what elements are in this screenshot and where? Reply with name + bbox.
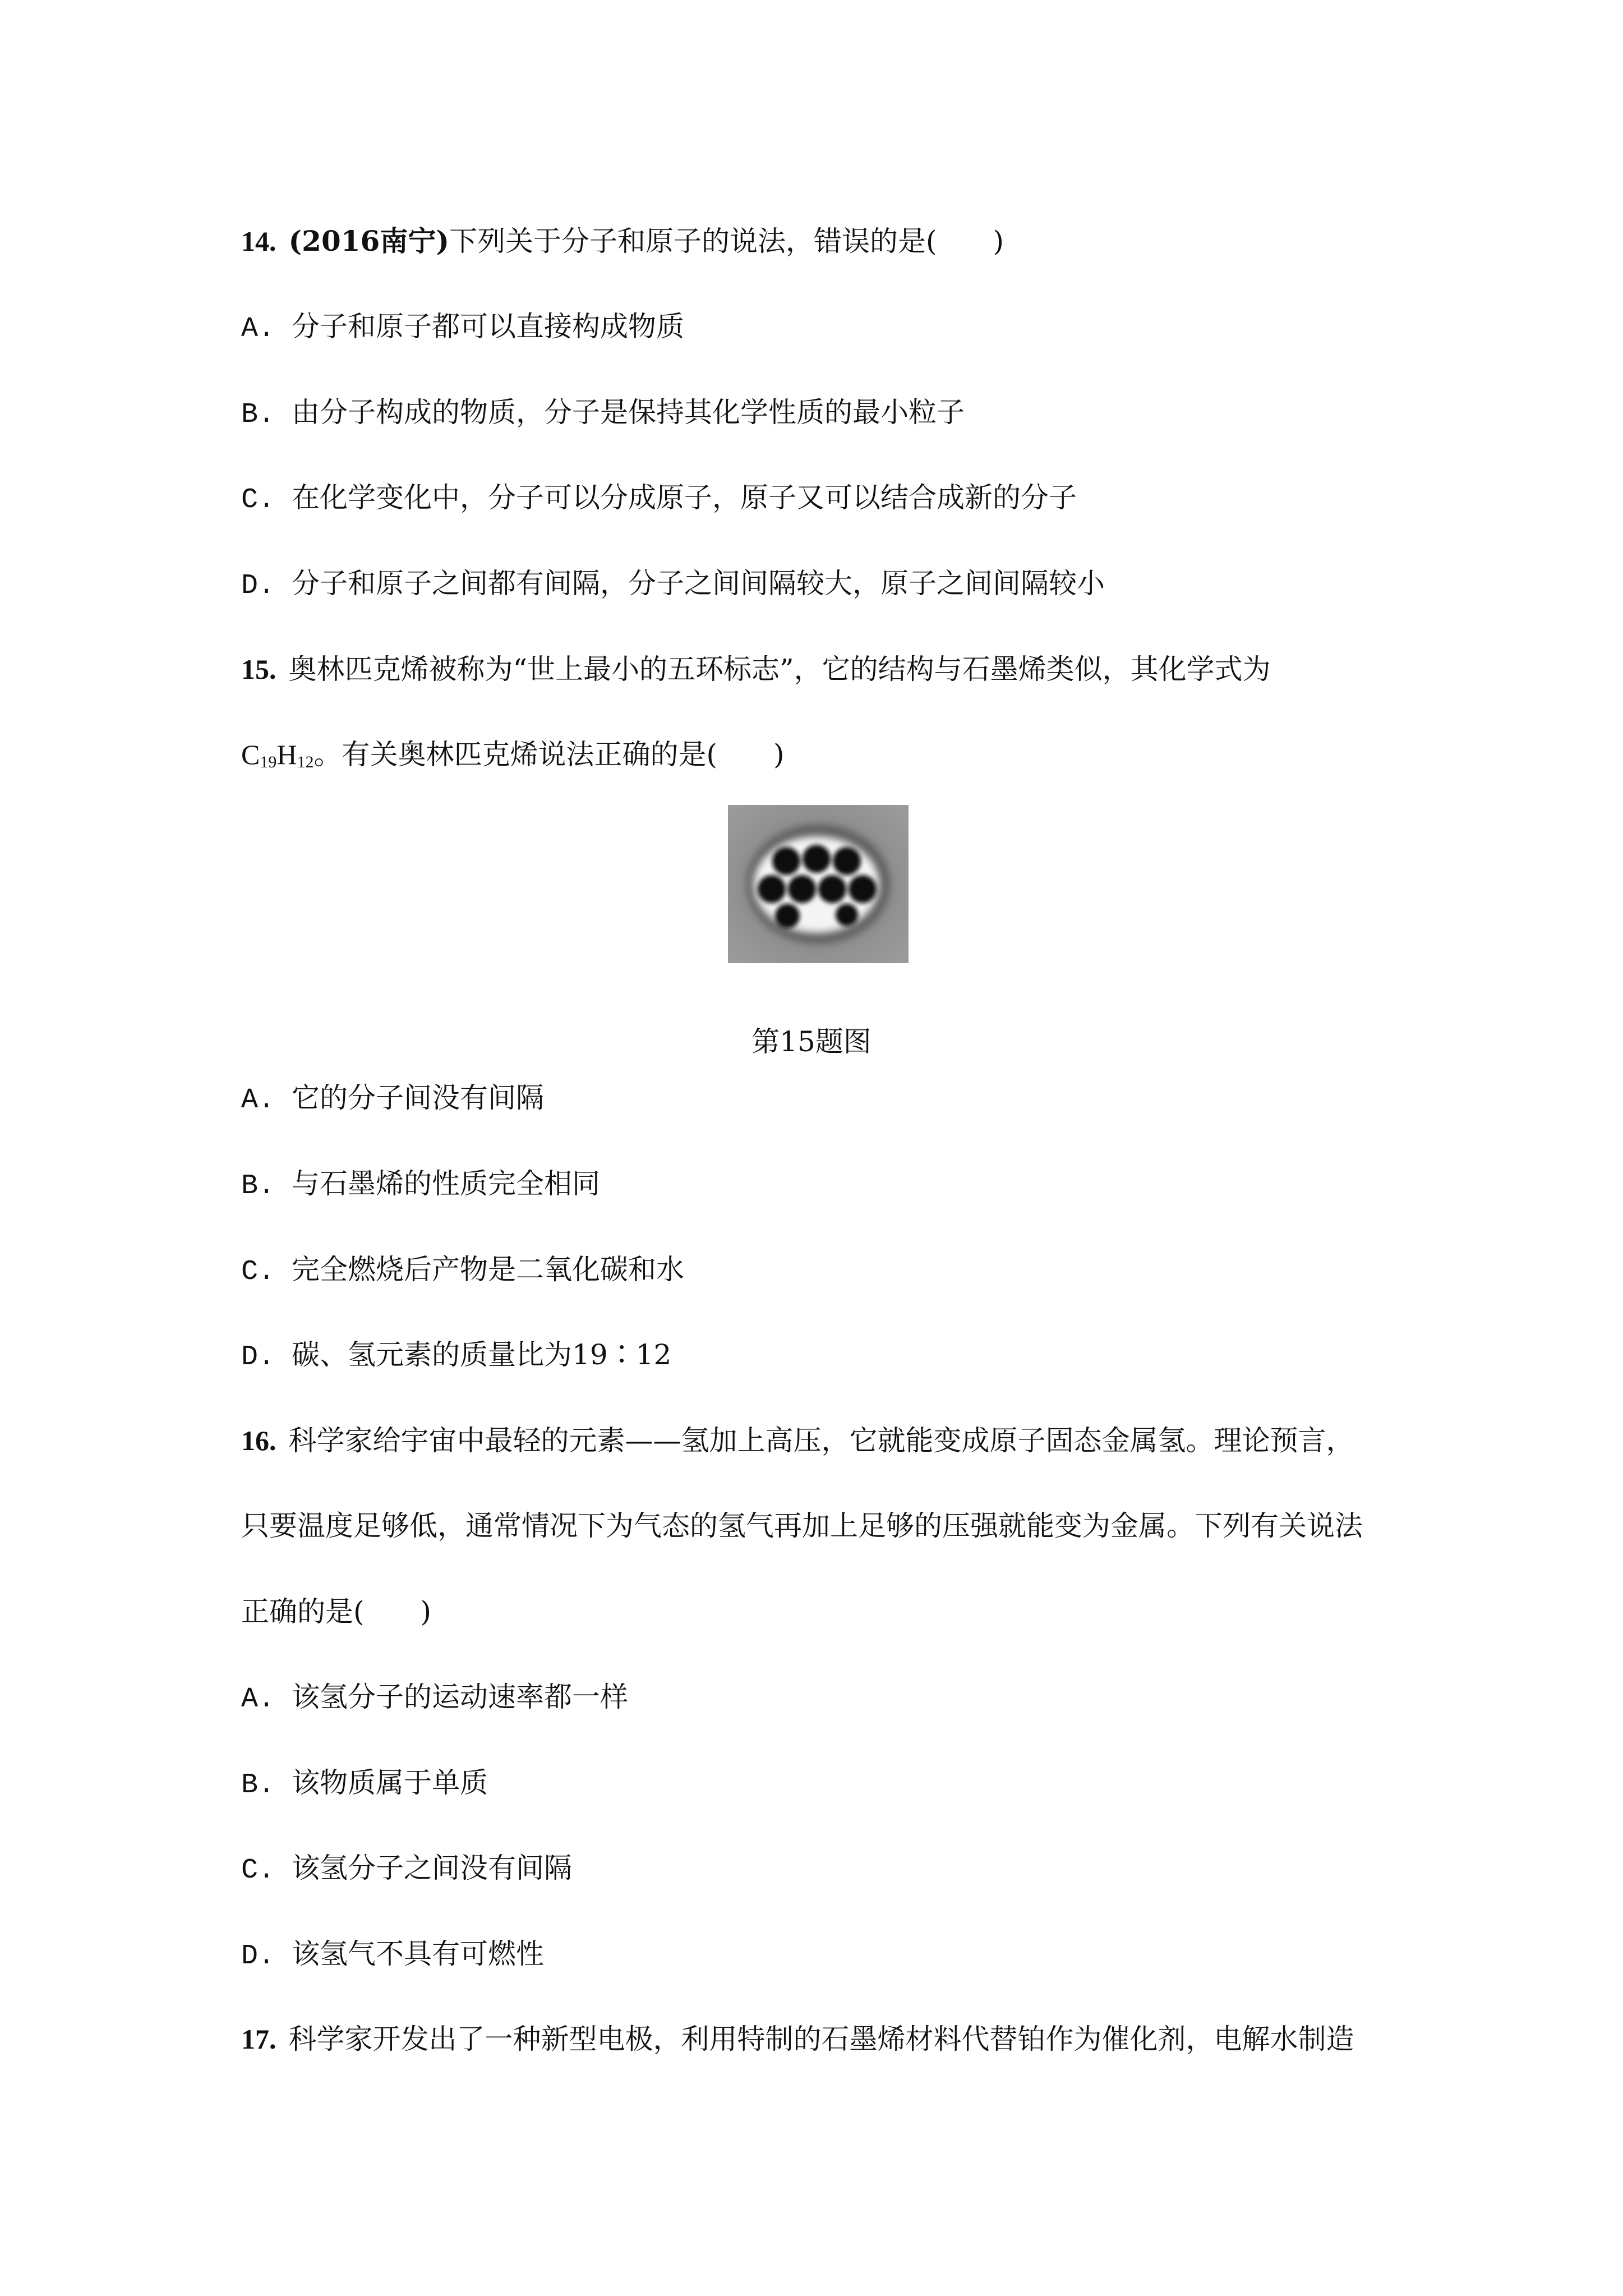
- question-source: (2016南宁): [288, 224, 449, 257]
- question-15-stem-line-2: [241, 735, 784, 782]
- option-text: 该氢分子之间没有间隔: [292, 1852, 573, 1884]
- option-letter: D.: [241, 570, 275, 602]
- option-letter: C.: [241, 1855, 275, 1887]
- figure-caption: 第15题图: [751, 1025, 872, 1058]
- option-letter: A.: [241, 313, 275, 345]
- option-text: 分子和原子之间都有间隔，分子之间间隔较大，原子之间间隔较小: [292, 567, 1105, 600]
- option-text: 该氢气不具有可燃性: [292, 1938, 545, 1970]
- option-letter: D.: [241, 1341, 275, 1373]
- question-14-stem: [241, 222, 1004, 261]
- question-number: 16.: [241, 1425, 276, 1456]
- option-text: 分子和原子都可以直接构成物质: [292, 310, 685, 343]
- option-text: 与石墨烯的性质完全相同: [292, 1167, 601, 1200]
- option-letter: A.: [241, 1683, 275, 1715]
- option-letter: D.: [241, 1940, 275, 1972]
- question-16-stem-line-1: [241, 1421, 1354, 1460]
- option-text: 它的分子间没有间隔: [292, 1082, 545, 1114]
- question-text: 科学家给宇宙中最轻的元素——氢加上高压，它就能变成原子固态金属氢。理论预言，: [288, 1424, 1354, 1457]
- olympicene-molecule-image: [728, 805, 909, 963]
- question-text: 下列关于分子和原子的说法，错误的是( ): [449, 225, 1004, 257]
- option-text: 碳、氢元素的质量比为19∶12: [292, 1338, 672, 1371]
- option-letter: B.: [241, 1769, 275, 1801]
- option-letter: B.: [241, 1170, 275, 1202]
- option-a: [241, 1078, 544, 1120]
- question-number: 14.: [241, 226, 276, 257]
- option-b: [241, 393, 965, 435]
- question-16-stem-line-3: [241, 1592, 431, 1631]
- option-text: 由分子构成的物质，分子是保持其化学性质的最小粒子: [292, 396, 965, 429]
- question-text: 只要温度足够低，通常情况下为气态的氢气再加上足够的压强就能变为金属。下列有关说法: [241, 1510, 1363, 1542]
- option-letter: A.: [241, 1084, 275, 1116]
- option-c: [241, 1250, 684, 1292]
- option-d: [241, 564, 1105, 606]
- option-letter: C.: [241, 484, 275, 516]
- option-letter: B.: [241, 399, 275, 431]
- option-d: [241, 1934, 544, 1976]
- option-text: 完全燃烧后产物是二氧化碳和水: [292, 1253, 685, 1286]
- option-b: [241, 1164, 600, 1206]
- question-number: 17.: [241, 2023, 276, 2055]
- option-text: 该氢分子的运动速率都一样: [292, 1681, 629, 1713]
- option-text: 在化学变化中，分子可以分成原子，原子又可以结合成新的分子: [292, 481, 1077, 514]
- option-c: [241, 1848, 572, 1890]
- option-a: [241, 1677, 628, 1719]
- option-d: [241, 1335, 671, 1377]
- question-text: 科学家开发出了一种新型电极，利用特制的石墨烯材料代替铂作为催化剂，电解水制造: [288, 2023, 1354, 2055]
- chemical-formula: $C_{19}H_{12}$: [241, 739, 314, 771]
- option-a: [241, 307, 684, 349]
- question-15-stem-line-1: [241, 650, 1271, 689]
- question-text: 奥林匹克烯被称为“世上最小的五环标志”，它的结构与石墨烯类似，其化学式为: [288, 653, 1271, 685]
- option-c: [241, 478, 1077, 520]
- option-b: [241, 1763, 488, 1805]
- question-text: 。有关奥林匹克烯说法正确的是( ): [313, 738, 785, 771]
- option-letter: C.: [241, 1256, 275, 1288]
- question-16-stem-line-2: [241, 1506, 1363, 1545]
- question-number: 15.: [241, 654, 276, 685]
- question-text: 正确的是( ): [241, 1595, 432, 1628]
- question-17-stem: [241, 2019, 1354, 2059]
- option-text: 该物质属于单质: [292, 1766, 488, 1799]
